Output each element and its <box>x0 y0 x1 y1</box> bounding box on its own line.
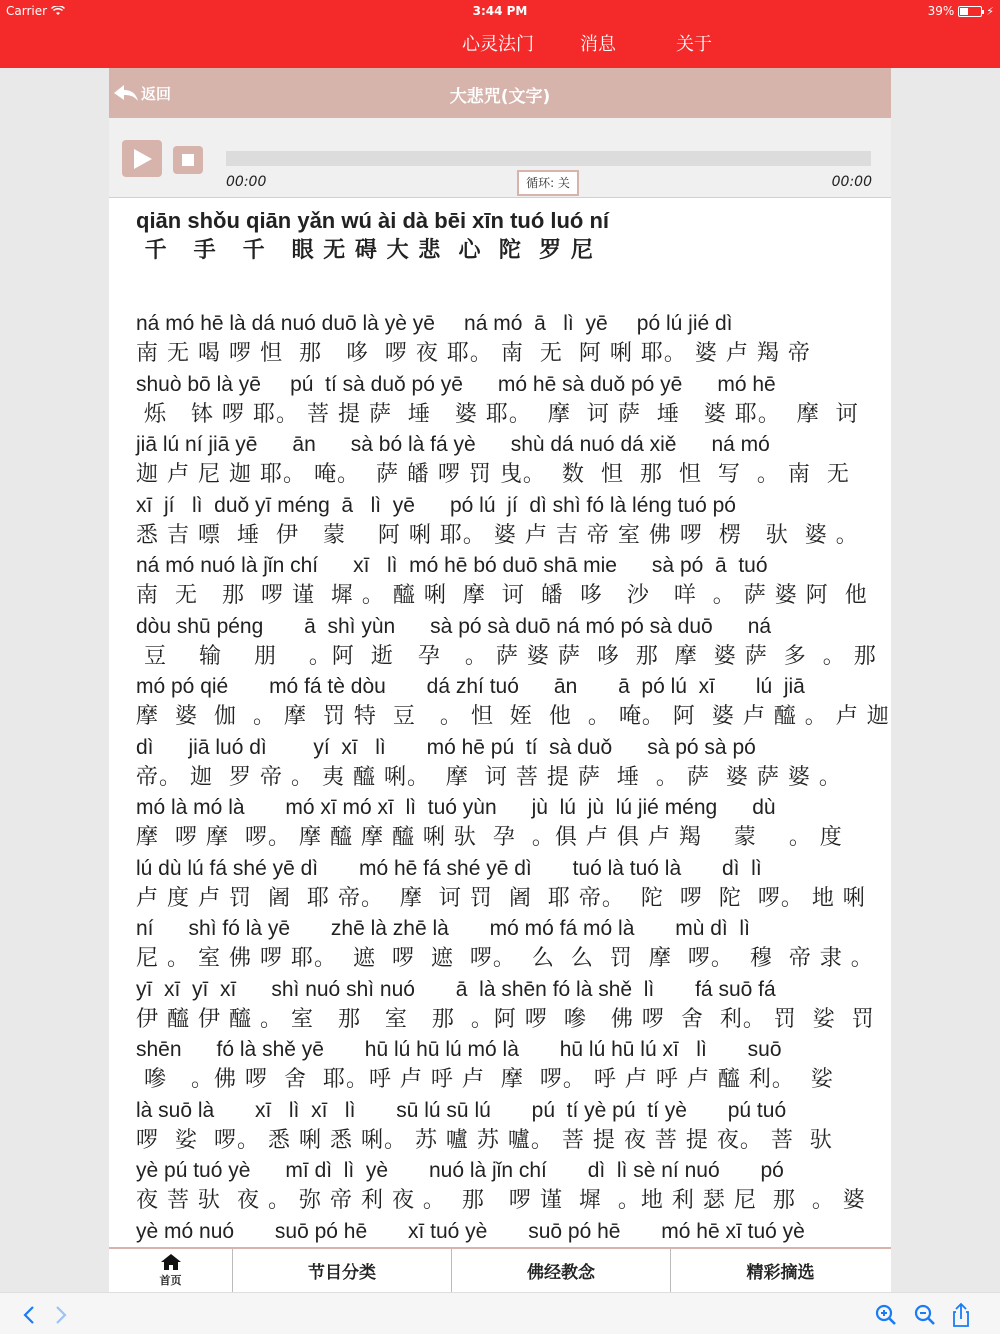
zoom-in-icon[interactable] <box>872 1301 900 1329</box>
verse-pinyin: ná mó hē là dá nuó duō là yè yē ná mó ā lì yē pó lú jié dì <box>136 312 733 335</box>
nav-messages[interactable]: 消息 <box>580 34 616 55</box>
page-title: 大悲咒(文字) <box>449 87 551 107</box>
nav-xinling[interactable]: 心灵法门 <box>462 34 534 55</box>
verse-pinyin: yè pú tuó yè mī dì lì yè nuó là jǐn chí dì lì sè ní nuó pó <box>136 1159 784 1182</box>
verse-pinyin: ní shì fó là yē zhē là zhē là mó mó fá mó là mù dì lì <box>136 917 750 940</box>
verse-block <box>136 733 858 794</box>
verse-pinyin: dòu shū péng ā shì yùn sà pó sà duō ná mó pó sà duō ná <box>136 614 772 638</box>
forward-arrow-icon[interactable] <box>46 1301 74 1329</box>
sutra-title-verse <box>136 206 858 267</box>
verse-block <box>136 1096 858 1157</box>
verse-block <box>136 1035 858 1096</box>
verse-hanzi: 摩 婆 伽 。 摩 罚 特 豆 。 怛 姪 他 。 唵。 阿 婆 卢 醯 。 卢 迦 <box>136 704 890 729</box>
verse-hanzi: 烁 钵 啰 耶。 菩 提 萨 埵 婆 耶。 摩 诃 萨 埵 婆 耶。 摩 诃 <box>136 401 859 427</box>
verse-pinyin: yè mó nuó suō pó hē xī tuó yè suō pó hē mó hē xī tuó yè <box>136 1219 805 1243</box>
verse-hanzi: 夜 菩 驮 夜 。 弥 帝 利 夜 。 那 啰 谨 墀 。地 利 瑟 尼 那 。 婆 <box>136 1188 866 1213</box>
verse-block <box>136 370 858 431</box>
clock: 3:44 PM <box>472 4 528 18</box>
progress-bar[interactable] <box>226 151 871 166</box>
battery-fill <box>960 8 968 15</box>
verse-block <box>136 975 875 1036</box>
verse-pinyin: xī jí lì duǒ yī méng ā lì yē pó lú jí dì shì fó là léng tuó pó <box>136 493 736 517</box>
verse-pinyin: dì jiā luó dì yí xī lì mó hē pú tí sà duǒ sà pó sà pó <box>136 735 756 759</box>
sutra-text <box>109 199 891 1247</box>
verse-pinyin: là suō là xī lì xī lì sū lú sū lú pú tí yè pú tí yè pú tuó <box>136 1098 787 1122</box>
nav-about[interactable]: 关于 <box>676 34 712 55</box>
audio-player <box>109 118 891 198</box>
tab-sutra-chanting[interactable]: 佛经教念 <box>452 1249 671 1292</box>
browser-toolbar <box>0 1292 1000 1334</box>
tab-bar <box>109 1249 891 1292</box>
stop-icon <box>182 154 194 166</box>
verse-block <box>136 612 877 673</box>
verse-hanzi: 南 无 那 啰 谨 墀 。 醯 唎 摩 诃 皤 哆 沙 咩 。 萨 婆 阿 他 <box>136 583 868 608</box>
title-pinyin: qiān shǒu qiān yǎn wú ài dà bēi xīn tuó luó ní <box>136 208 610 233</box>
zoom-out-icon[interactable] <box>911 1301 939 1329</box>
content-panel <box>109 68 891 1292</box>
charging-icon: ⚡ <box>986 4 994 18</box>
verse-pinyin: yī xī yī xī shì nuó shì nuó ā là shēn fó là shě lì fá suō fá <box>136 977 776 1001</box>
verse-pinyin: ná mó nuó là jǐn chí xī lì mó hē bó duō shā mie sà pó ā tuó <box>136 554 768 577</box>
verse-block <box>136 1156 866 1217</box>
verse-block <box>136 672 890 733</box>
verse-block <box>136 914 874 975</box>
verse-pinyin: jiā lú ní jiā yē ān sà bó là fá yè shù dá nuó dá xiě ná mó <box>136 433 770 456</box>
elapsed-time: 00:00 <box>226 174 267 190</box>
verse-hanzi: 卢 度 卢 罚 阇 耶 帝。 摩 诃 罚 阇 耶 帝。 陀 啰 陀 啰。 地 唎 <box>136 885 866 911</box>
verse-hanzi: 南 无 喝 啰 怛 那 哆 啰 夜 耶。 南 无 阿 唎 耶。 婆 卢 羯 帝 <box>136 341 811 366</box>
verse-pinyin: lú dù lú fá shé yē dì mó hē fá shé yē dì tuó là tuó là dì lì <box>136 856 762 880</box>
page-header <box>109 68 891 118</box>
home-icon <box>160 1253 182 1271</box>
verse-block <box>136 430 858 491</box>
tab-highlights[interactable]: 精彩摘选 <box>746 1263 815 1283</box>
status-bar <box>0 0 1000 22</box>
carrier-text: Carrier <box>6 4 48 18</box>
verse-hanzi: 尼 。 室 佛 啰 耶。 遮 啰 遮 啰。 么 么 罚 摩 啰。 穆 帝 隶 。 <box>136 946 874 971</box>
play-button[interactable] <box>122 140 162 177</box>
verse-block <box>136 551 868 612</box>
battery-status <box>928 4 994 18</box>
battery-icon <box>958 6 982 17</box>
title-hanzi: 千 手 千 眼 无 碍 大 悲 心 陀 罗 尼 <box>136 238 594 263</box>
verse-pinyin: mó pó qié mó fá tè dòu dá zhí tuó ān ā pó lú xī lú jiā <box>136 675 805 698</box>
tab-home[interactable] <box>109 1249 233 1292</box>
verse-block <box>136 1217 858 1248</box>
verse-hanzi: 伊 醯 伊 醯 。 室 那 室 那 。阿 啰 嘇 佛 啰 舍 利。 罚 娑 罚 <box>136 1006 875 1032</box>
stop-button[interactable] <box>173 146 203 174</box>
verse-pinyin: shēn fó là shě yē hū lú hū lú mó là hū lú hū lú xī lì suō <box>136 1038 782 1061</box>
battery-percent: 39% <box>927 4 955 18</box>
tab-categories[interactable]: 节目分类 <box>233 1249 452 1292</box>
loop-toggle[interactable]: 循环: 关 <box>517 170 579 196</box>
verse-hanzi: 嘇 。佛 啰 舍 耶。呼 卢 呼 卢 摩 啰。 呼 卢 呼 卢 醯 利。 娑 <box>136 1067 834 1092</box>
top-bar <box>0 0 1000 68</box>
verse-block <box>136 491 858 552</box>
verse-hanzi: 摩 啰 摩 啰。 摩 醯 摩 醯 唎 驮 孕 。俱 卢 俱 卢 羯 蒙 。 度 <box>136 825 843 850</box>
back-arrow-icon[interactable] <box>16 1301 44 1329</box>
verse-hanzi: 豆 输 朋 。阿 逝 孕 。 萨 婆 萨 哆 那 摩 婆 萨 多 。 那 <box>136 643 877 669</box>
play-icon <box>133 148 153 170</box>
top-nav <box>0 30 1000 58</box>
verse-hanzi: 迦 卢 尼 迦 耶。 唵。 萨 皤 啰 罚 曳。 数 怛 那 怛 写 。 南 无 <box>136 462 850 487</box>
duration-time: 00:00 <box>831 174 872 190</box>
verse-block <box>136 854 866 915</box>
verse-pinyin: mó là mó là mó xī mó xī lì tuó yùn jù lú jù lú jié méng dù <box>136 796 776 819</box>
verse-hanzi: 啰 娑 啰。 悉 唎 悉 唎。 苏 嚧 苏 嚧。 菩 提 夜 菩 提 夜。 菩 驮 <box>136 1127 833 1153</box>
verse-block <box>136 309 858 370</box>
verse-hanzi: 悉 吉 嘌 埵 伊 蒙 阿 唎 耶。 婆 卢 吉 帝 室 佛 啰 楞 驮 婆 。 <box>136 522 859 548</box>
verse-block <box>136 793 858 854</box>
tab-home-label: 首页 <box>159 1274 182 1287</box>
share-icon[interactable] <box>947 1301 975 1329</box>
verse-hanzi: 帝。 迦 罗 帝 。 夷 醯 唎。 摩 诃 菩 提 萨 埵 。 萨 婆 萨 婆 。 <box>136 764 842 790</box>
back-label: 返回 <box>141 84 172 103</box>
verse-pinyin: shuò bō là yē pú tí sà duǒ pó yē mó hē sà duǒ pó yē mó hē <box>136 372 776 396</box>
